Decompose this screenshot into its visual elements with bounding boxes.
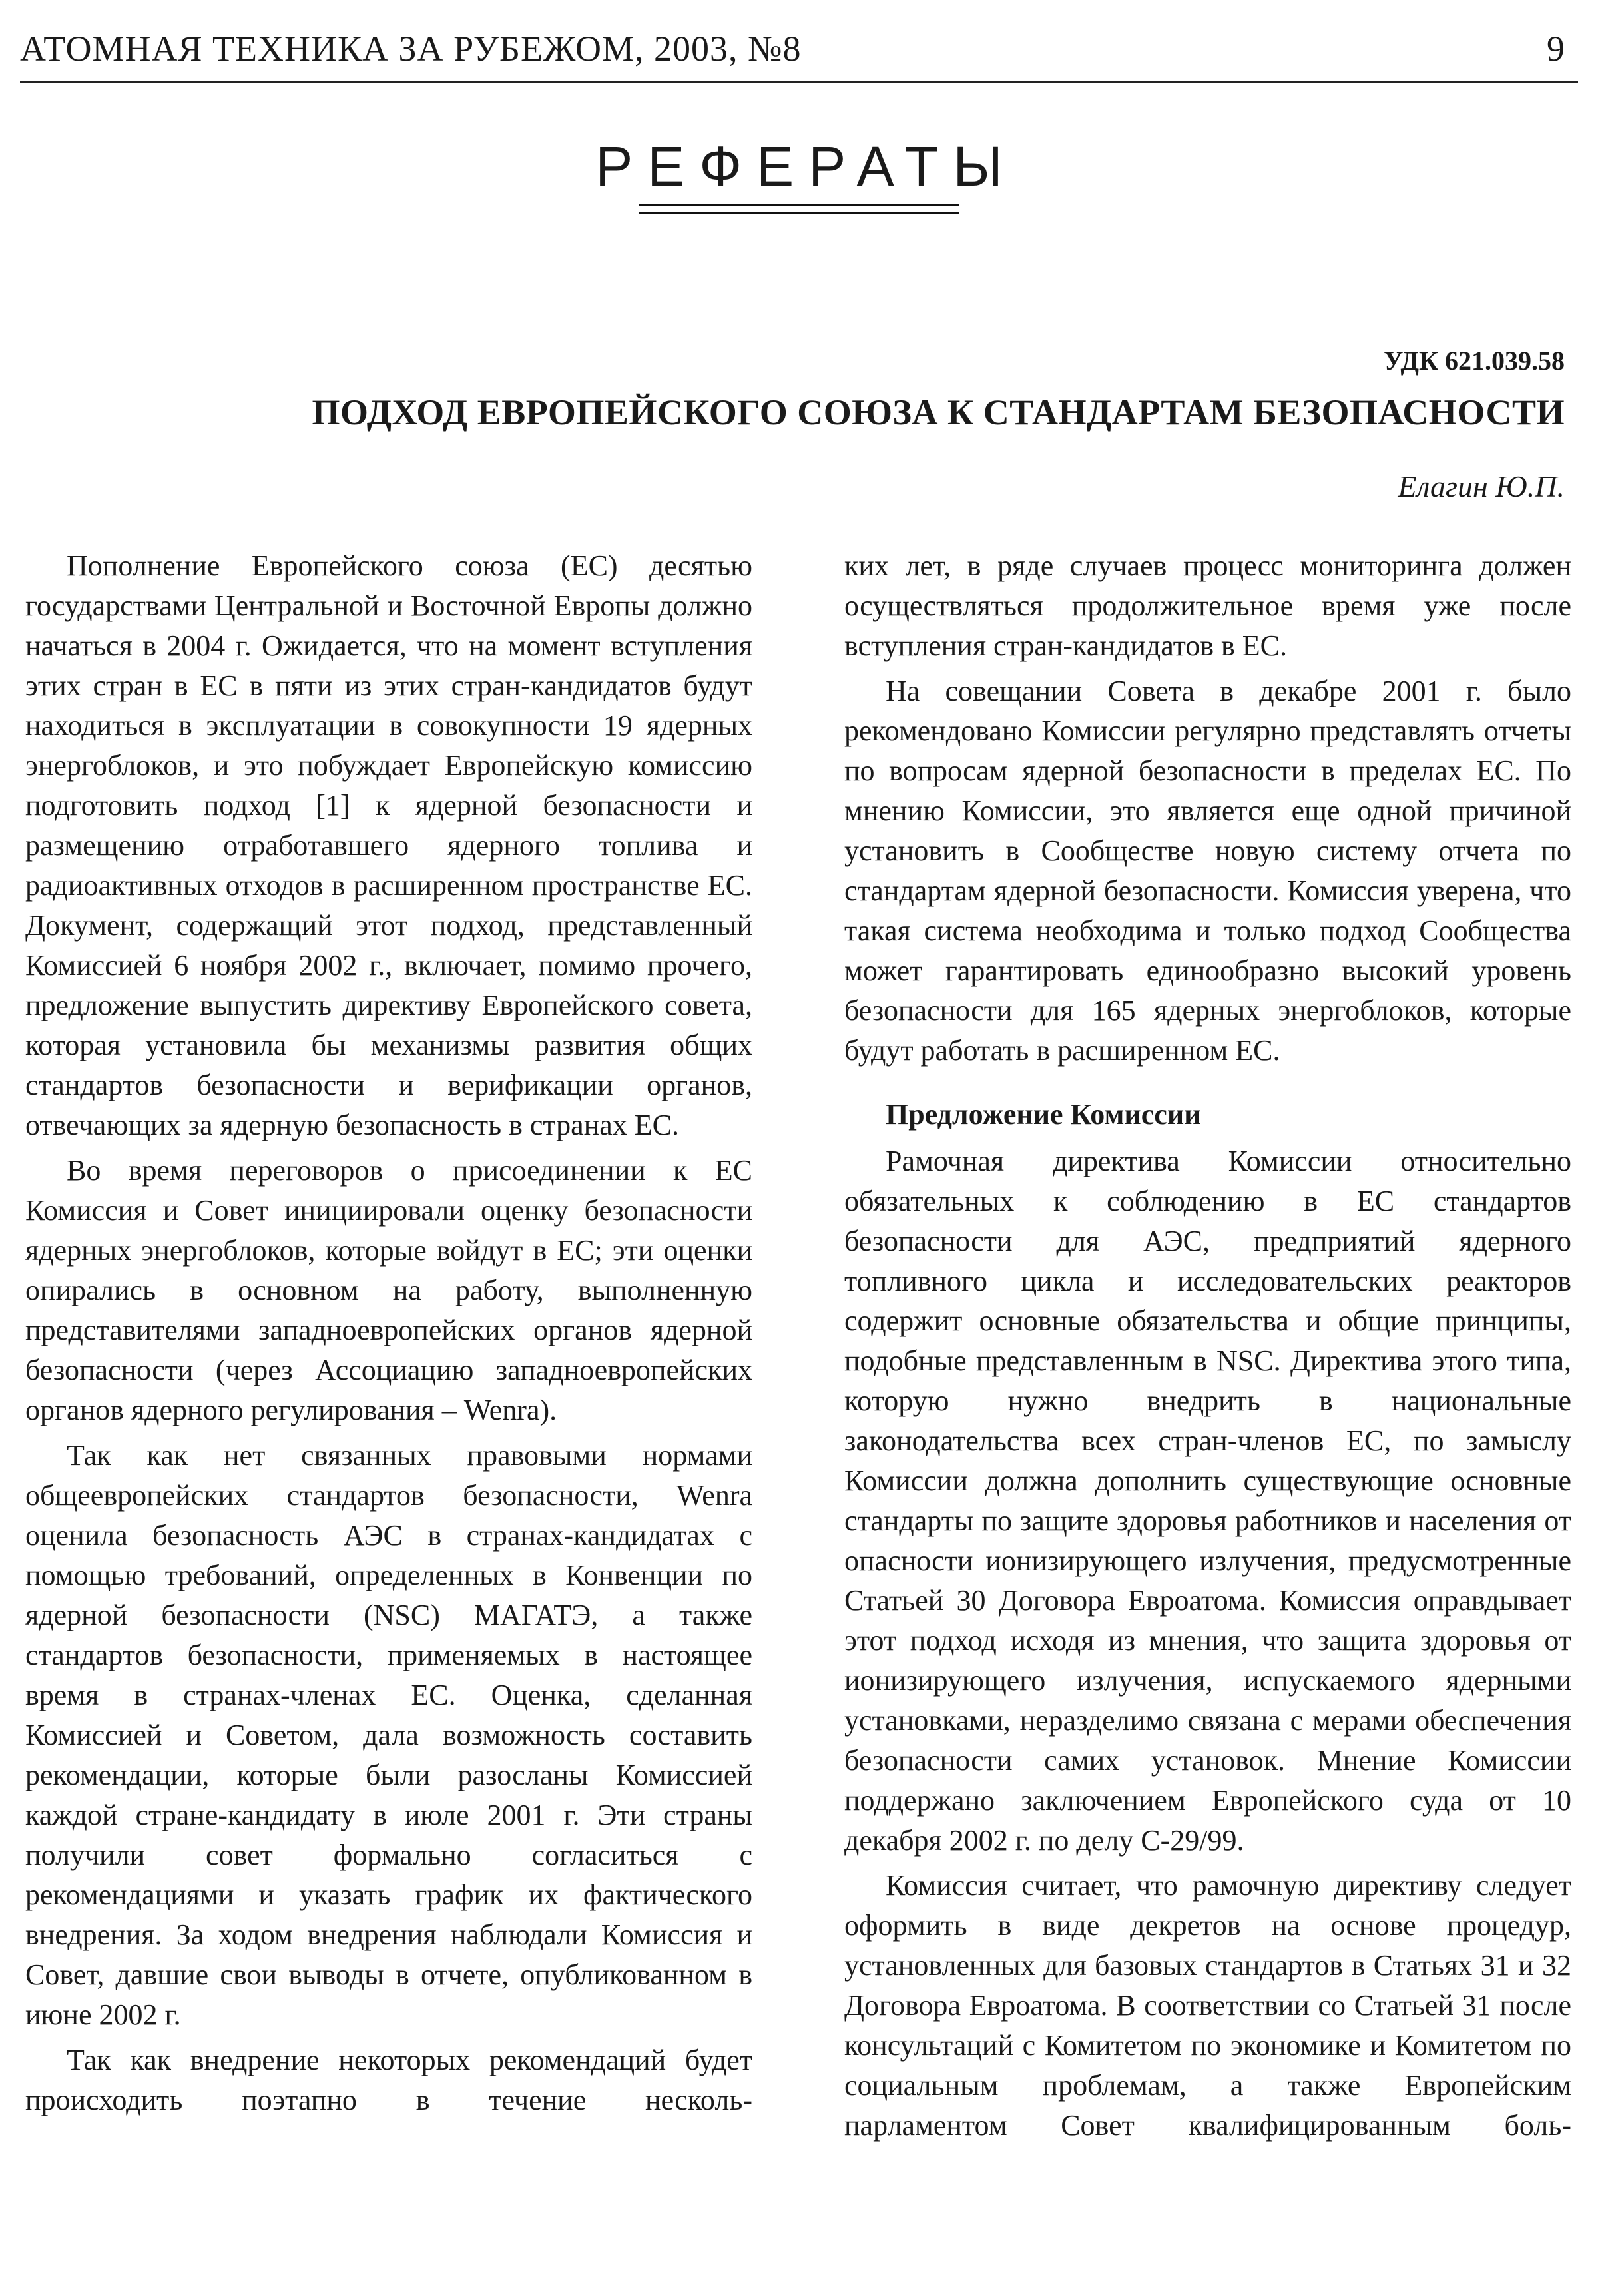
page-number: 9 <box>1547 29 1565 69</box>
left-column <box>25 546 752 2126</box>
subheading: Предложение Комиссии <box>886 1098 1201 1131</box>
paragraph: Пополнение Европейского союза (ЕС) десятью государствами Центральной и Восточной Европы должно начаться в 2004 г. Ожидается, что на момент вступления этих стран в ЕС в пяти из этих стран-кандидатов будут находиться в эксплуатации в совокупности 19 ядерных энергоблоков, и это побуждает Европейскую комиссию подготовить подход [1] к ядерной безопасности и размещению отработавшего ядерного топлива и радиоактивных отходов в расширенном пространстве ЕС. Документ, содержащий этот подход, представленный Комиссией 6 ноября 2002 г., включает, помимо прочего, предложение выпустить директиву Европейского совета, которая установила бы механизмы развития общих стандартов безопасности и верификации органов, отвечающих за ядерную безопасность в странах ЕС. <box>25 549 752 1141</box>
paragraph: Во время переговоров о присоединении к ЕС Комиссия и Совет инициировали оценку безопасности ядерных энергоблоков, которые войдут в ЕС; эти оценки опирались в основном на работу, выполненную представителями западноевропейских органов ядерной безопасности (через Ассоциацию западноевропейских органов ядерного регулирования – Wenra). <box>25 1154 752 1426</box>
paragraph: Так как внедрение некоторых рекомендаций будет происходить поэтапно в течение несколь- <box>25 2044 752 2116</box>
article-title: ПОДХОД ЕВРОПЕЙСКОГО СОЮЗА К СТАНДАРТАМ БЕЗОПАСНОСТИ <box>312 392 1565 432</box>
paragraph: На совещании Совета в декабре 2001 г. было рекомендовано Комиссии регулярно представлять отчеты по вопросам ядерной безопасности в пределах ЕС. По мнению Комиссии, это является еще одной причиной установить в Сообществе новую систему отчета по стандартам ядерной безопасности. Комиссия уверена, что такая система необходима и только подход Сообщества может гарантировать единообразно высокий уровень безопасности для 165 ядерных энергоблоков, которые будут работать в расширенном ЕС. <box>844 675 1571 1067</box>
udc-code: УДК 621.039.58 <box>1384 346 1565 376</box>
section-title: РЕФЕРАТЫ <box>595 135 1017 198</box>
paragraph: Так как нет связанных правовыми нормами общеевропейских стандартов безопасности, Wenra оценила безопасность АЭС в странах-кандидатах с помощью требований, определенных в Конвенции по ядерной безопасности (NSC) МАГАТЭ, а также стандартов безопасности, применяемых в настоящее время в странах-членах ЕС. Оценка, сделанная Комиссией и Советом, дала возможность составить рекомендации, которые были разосланы Комиссией каждой стране-кандидату в июле 2001 г. Эти страны получили совет формально согласиться с рекомендациями и указать график их фактического внедрения. За ходом внедрения наблюдали Комиссия и Совет, давшие свои выводы в отчете, опубликованном в июне 2002 г. <box>25 1439 752 2031</box>
paragraph-continuation: ких лет, в ряде случаев процесс мониторинга должен осуществляться продолжительное время уже после вступления стран-кандидатов в ЕС. <box>844 549 1571 662</box>
paragraph: Рамочная директива Комиссии относительно обязательных к соблюдению в ЕС стандартов безопасности для АЭС, предприятий ядерного топливного цикла и исследовательских реакторов содержит основные обязательства и общие принципы, подобные представленным в NSC. Директива этого типа, которую нужно внедрить в национальные законодательства всех стран-членов ЕС, по замыслу Комиссии должна дополнить существующие основные стандарты по защите здоровья работников и населения от опасности ионизирующего излучения, предусмотренные Статьей 30 Договора Евроатома. Комиссия оправдывает этот подход исходя из мнения, что защита здоровья от ионизирующего излучения, испускаемого ядерными установками, неразделимо связана с мерами обеспечения безопасности самих установок. Мнение Комиссии поддержано заключением Европейского суда от 10 декабря 2002 г. по делу C-29/99. <box>844 1145 1571 1857</box>
right-column <box>844 546 1571 2151</box>
section-heading <box>0 133 1598 214</box>
article-author: Елагин Ю.П. <box>1398 469 1565 503</box>
paragraph: Комиссия считает, что рамочную директиву следует оформить в виде декретов на основе процедур, установленных для базовых стандартов в Статьях 31 и 32 Договора Евроатома. В соответствии со Статьей 31 после консультаций с Комитетом по экономике и Комитетом по социальным проблемам, а также Европейским парламентом Совет квалифицированным боль- <box>844 1869 1571 2142</box>
section-double-rule <box>639 204 959 214</box>
running-header <box>20 28 1578 83</box>
journal-title: АТОМНАЯ ТЕХНИКА ЗА РУБЕЖОМ, 2003, №8 <box>20 29 802 69</box>
